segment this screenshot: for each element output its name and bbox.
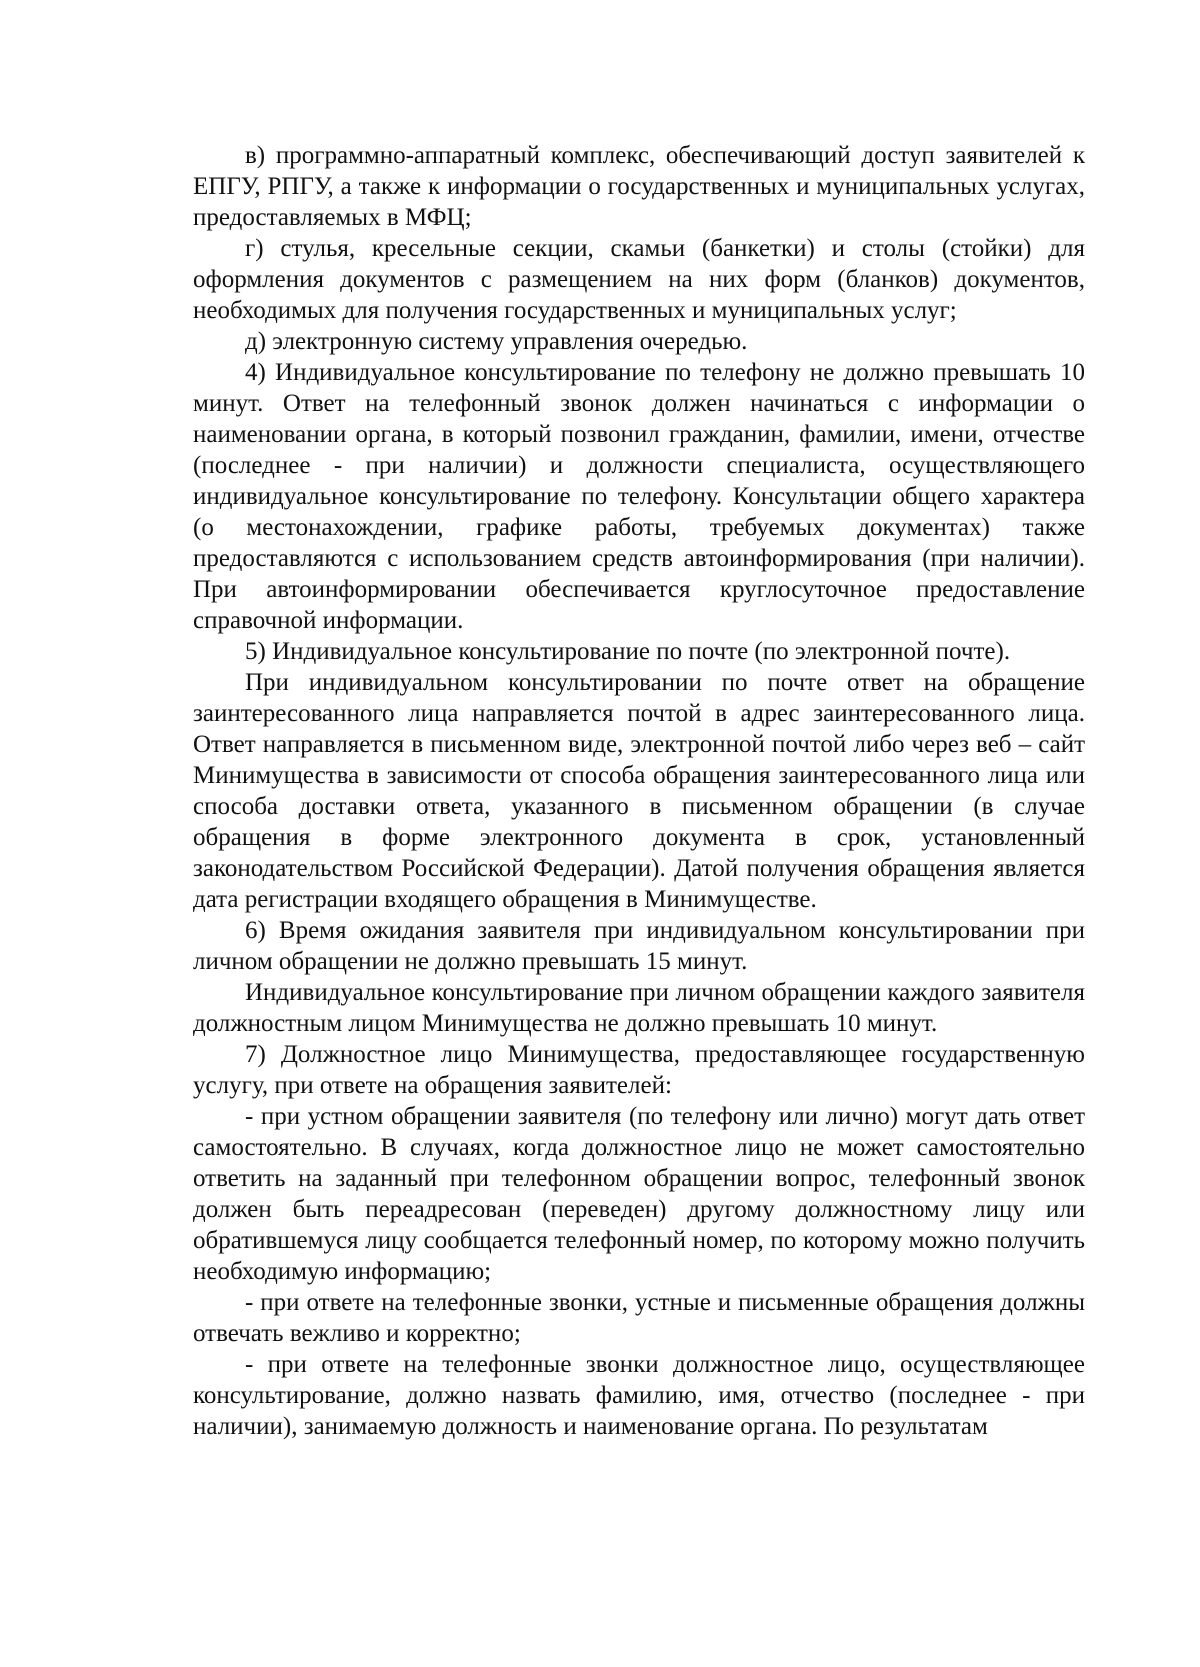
- paragraph-phone-answer: - при ответе на телефонные звонки должностное лицо, осуществляющее консультирование, должно назвать фамилию, имя, отчество (последнее - при наличии), занимаемую должность и наименование органа. По результатам: [193, 1351, 1085, 1440]
- paragraph-item-g: г) стулья, кресельные секции, скамьи (банкетки) и столы (стойки) для оформления документов с размещением на них форм (бланков) документов, необходимых для получения государственных и муниципальных услуг;: [193, 235, 1085, 324]
- document-page: [193, 140, 1085, 1442]
- paragraph-item-d: д) электронную систему управления очередью.: [245, 328, 748, 355]
- paragraph-oral-request: - при устном обращении заявителя (по телефону или лично) могут дать ответ самостоятельно. В случаях, когда должностное лицо не может самостоятельно ответить на заданный при телефонном обращении вопрос, телефонный звонок должен быть переадресован (переведен) другому должностному лицу или обратившемуся лицу сообщается телефонный номер, по которому можно получить необходимую информацию;: [193, 1103, 1085, 1285]
- paragraph-personal-consulting: Индивидуальное консультирование при личном обращении каждого заявителя должностным лицом Минимущества не должно превышать 10 минут.: [193, 979, 1085, 1037]
- paragraph-item-v: в) программно-аппаратный комплекс, обеспечивающий доступ заявителей к ЕПГУ, РПГУ, а также к информации о государственных и муниципальных услугах, предоставляемых в МФЦ;: [193, 142, 1085, 231]
- paragraph-politeness: - при ответе на телефонные звонки, устные и письменные обращения должны отвечать вежливо и корректно;: [193, 1289, 1085, 1347]
- paragraph-mail-consulting: При индивидуальном консультировании по почте ответ на обращение заинтересованного лица направляется почтой в адрес заинтересованного лица. Ответ направляется в письменном виде, электронной почтой либо через веб – сайт Минимущества в зависимости от способа обращения заинтересованного лица или способа доставки ответа, указанного в письменном обращении (в случае обращения в форме электронного документа в срок, установленный законодательством Российской Федерации). Датой получения обращения является дата регистрации входящего обращения в Минимуществе.: [193, 669, 1085, 913]
- paragraph-waiting-time: 6) Время ожидания заявителя при индивидуальном консультировании при личном обращении не должно превышать 15 минут.: [193, 917, 1085, 975]
- paragraph-phone-consulting: 4) Индивидуальное консультирование по телефону не должно превышать 10 минут. Ответ на телефонный звонок должен начинаться с информации о наименовании органа, в который позвонил гражданин, фамилии, имени, отчестве (последнее - при наличии) и должности специалиста, осуществляющего индивидуальное консультирование по телефону. Консультации общего характера (о местонахождении, графике работы, требуемых документах) также предоставляются с использованием средств автоинформирования (при наличии). При автоинформировании обеспечивается круглосуточное предоставление справочной информации.: [193, 359, 1085, 634]
- paragraph-mail-consulting-heading: 5) Индивидуальное консультирование по почте (по электронной почте).: [245, 638, 1011, 665]
- paragraph-official-duties: 7) Должностное лицо Минимущества, предоставляющее государственную услугу, при ответе на обращения заявителей:: [193, 1041, 1085, 1099]
